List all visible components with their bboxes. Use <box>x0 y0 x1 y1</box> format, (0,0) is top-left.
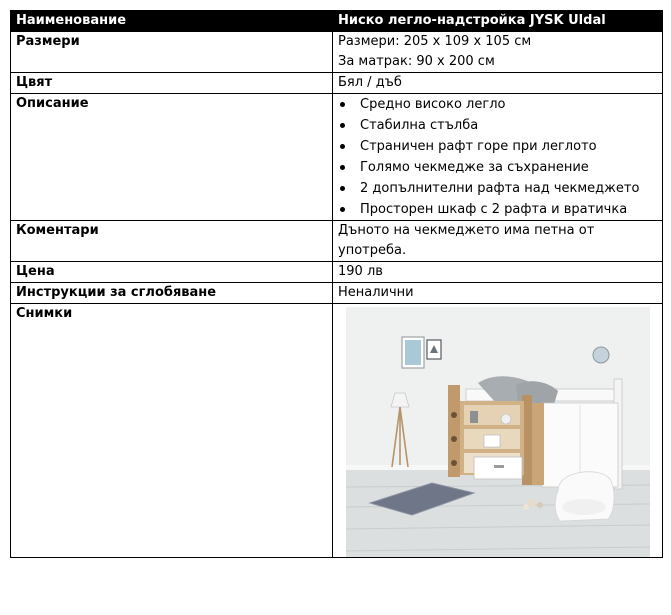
photos-label: Снимки <box>11 304 333 558</box>
dimensions-label: Размери <box>11 32 333 73</box>
instructions-value: Неналични <box>333 283 663 304</box>
list-item-text: Средно високо легло <box>360 97 506 112</box>
list-item <box>338 199 657 220</box>
description-value <box>333 94 663 221</box>
table-row-comments <box>11 221 663 262</box>
spec-sheet <box>10 10 662 558</box>
list-item-text: Просторен шкаф с 2 рафта и вратичка <box>360 202 628 217</box>
list-item <box>338 115 657 136</box>
list-item-text: Голямо чекмедже за съхранение <box>360 160 589 175</box>
table-row-photos <box>11 304 663 558</box>
bullet-icon <box>340 165 345 170</box>
bullet-icon <box>340 144 345 149</box>
comments-value: Дъното на чекмеджето има петна от употреба. <box>333 221 663 262</box>
instructions-label: Инструкции за сглобяване <box>11 283 333 304</box>
header-product-name: Ниско легло-надстройка JYSK Uldal <box>333 11 663 32</box>
price-label: Цена <box>11 262 333 283</box>
dimensions-line-overall: Размери: 205 x 109 x 105 см <box>338 34 532 49</box>
list-item <box>338 136 657 157</box>
bed-photo <box>346 307 650 557</box>
list-item-text: Стабилна стълба <box>360 118 479 133</box>
dimensions-value <box>333 32 663 73</box>
color-value: Бял / дъб <box>333 73 663 94</box>
list-item <box>338 178 657 199</box>
header-label: Наименование <box>11 11 333 32</box>
dimensions-line-mattress: За матрак: 90 x 200 см <box>338 54 495 69</box>
list-item <box>338 94 657 115</box>
table-header-row <box>11 11 663 32</box>
color-label: Цвят <box>11 73 333 94</box>
table-row-price <box>11 262 663 283</box>
description-label: Описание <box>11 94 333 221</box>
photos-value <box>333 304 663 558</box>
comments-label: Коментари <box>11 221 333 262</box>
description-list <box>338 94 657 220</box>
table-row-dimensions <box>11 32 663 73</box>
bullet-icon <box>340 207 345 212</box>
table-row-color <box>11 73 663 94</box>
list-item-text: Страничен рафт горе при леглото <box>360 139 597 154</box>
bullet-icon <box>340 102 345 107</box>
list-item <box>338 157 657 178</box>
price-value: 190 лв <box>333 262 663 283</box>
table-row-instructions <box>11 283 663 304</box>
bullet-icon <box>340 186 345 191</box>
bullet-icon <box>340 123 345 128</box>
list-item-text: 2 допълнителни рафта над чекмеджето <box>360 181 640 196</box>
table-row-description <box>11 94 663 221</box>
spec-table <box>10 10 663 558</box>
